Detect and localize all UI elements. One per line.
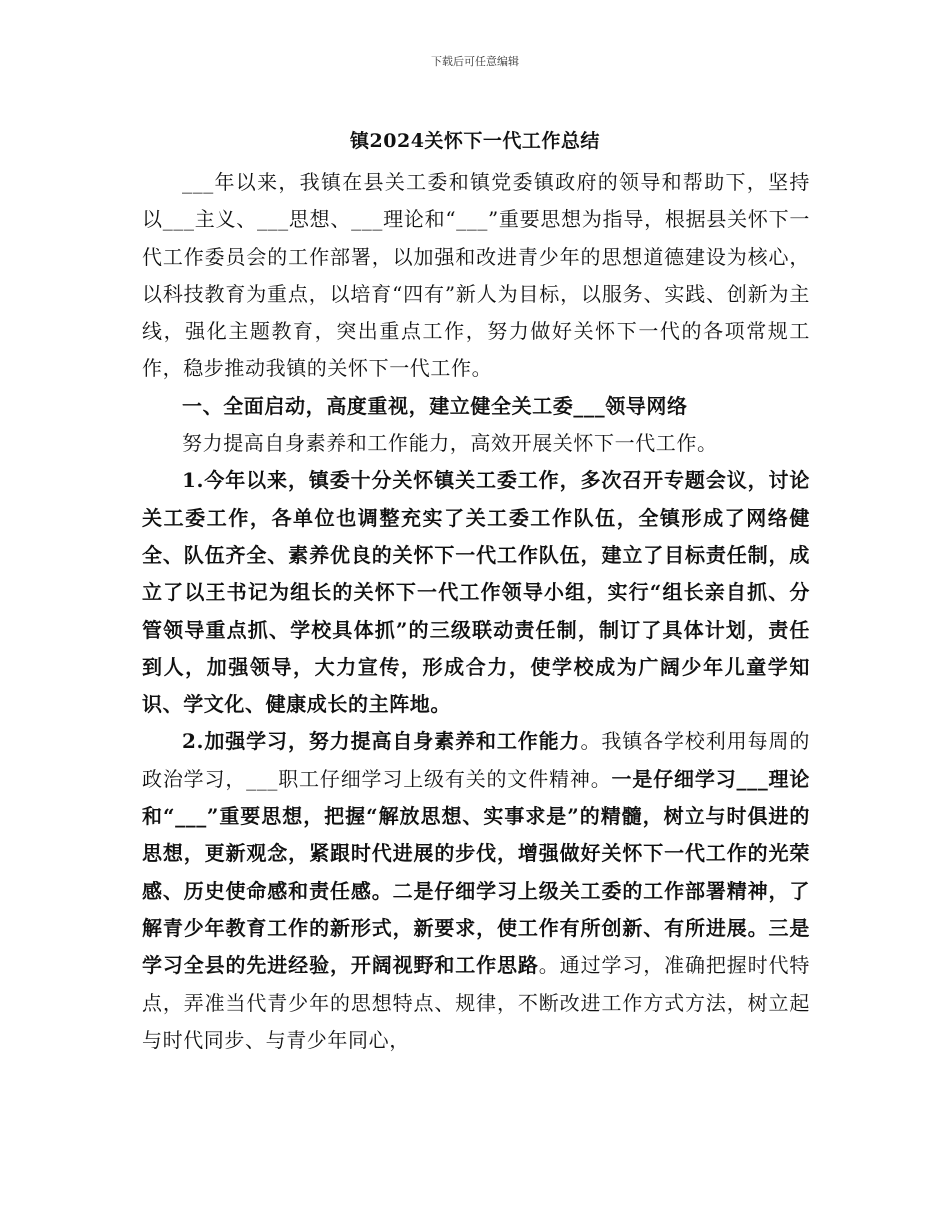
paragraph-summary bbox=[142, 425, 810, 462]
paragraph-text: ___年以来，我镇在县关工委和镇党委镇政府的领导和帮助下，坚持以___主义、___思想、___理论和“___”重要思想为指导，根据县关怀下一代工作委员会的工作部署，以加强和改进青少年的思想道德建设为核心，以科技教育为重点，以培育“四有”新人为目标，以服务、实践、创新为主线，强化主题教育，突出重点工作，努力做好关怀下一代的各项常规工作，稳步推动我镇的关怀下一代工作。 bbox=[142, 170, 810, 381]
paragraph-intro bbox=[142, 164, 810, 388]
bold-lead-text: 2.加强学习，努力提高自身素养和工作能力 bbox=[182, 729, 581, 754]
paragraph-text: 1.今年以来，镇委十分关怀镇关工委工作，多次召开专题会议，讨论关工委工作，各单位也调整充实了关工委工作队伍，全镇形成了网络健全、队伍齐全、素养优良的关怀下一代工作队伍，建立了目标责任制，成立了以王书记为组长的关怀下一代工作领导小组，实行“组长亲自抓、分管领导重点抓、学校具体抓”的三级联动责任制，制订了具体计划，责任到人，加强领导，大力宣传，形成合力，使学校成为广阔少年儿童学知识、学文化、健康成长的主阵地。 bbox=[142, 468, 810, 717]
heading-text: 一、全面启动，高度重视，建立健全关工委___领导网络 bbox=[182, 393, 688, 418]
document-body bbox=[142, 164, 810, 1059]
bold-text: 一是仔细学习___理论和“___”重要思想，把握“解放思想、实事求是”的精髓，树立与时俱进的思想，更新观念，紧跟时代进展的步伐，增强做好关怀下一代工作的光荣感、历史使命感和责任感。二是仔细学习上级关工委的工作部署精神，了解青少年教育工作的新形式，新要求，使工作有所创新、有所进展。三是学习全县的先进经验，开阔视野和工作思路 bbox=[142, 766, 810, 978]
paragraph-text: 。我镇各学校利用每周的政治学习，___职工仔细学习上级有关的文件精神。 bbox=[142, 729, 810, 791]
paragraph-item-2 bbox=[142, 723, 810, 1059]
page-header: 下载后可任意编辑 bbox=[431, 55, 519, 68]
paragraph-text: 努力提高自身素养和工作能力，高效开展关怀下一代工作。 bbox=[182, 431, 718, 456]
section-heading-1 bbox=[142, 388, 810, 425]
paragraph-text: 。通过学习，准确把握时代特点，弄准当代青少年的思想特点、规律，不断改进工作方式方法，树立起与时代同步、与青少年同心， bbox=[142, 953, 810, 1052]
document-title: 镇2024关怀下一代工作总结 bbox=[350, 130, 600, 152]
paragraph-item-1 bbox=[142, 462, 810, 723]
